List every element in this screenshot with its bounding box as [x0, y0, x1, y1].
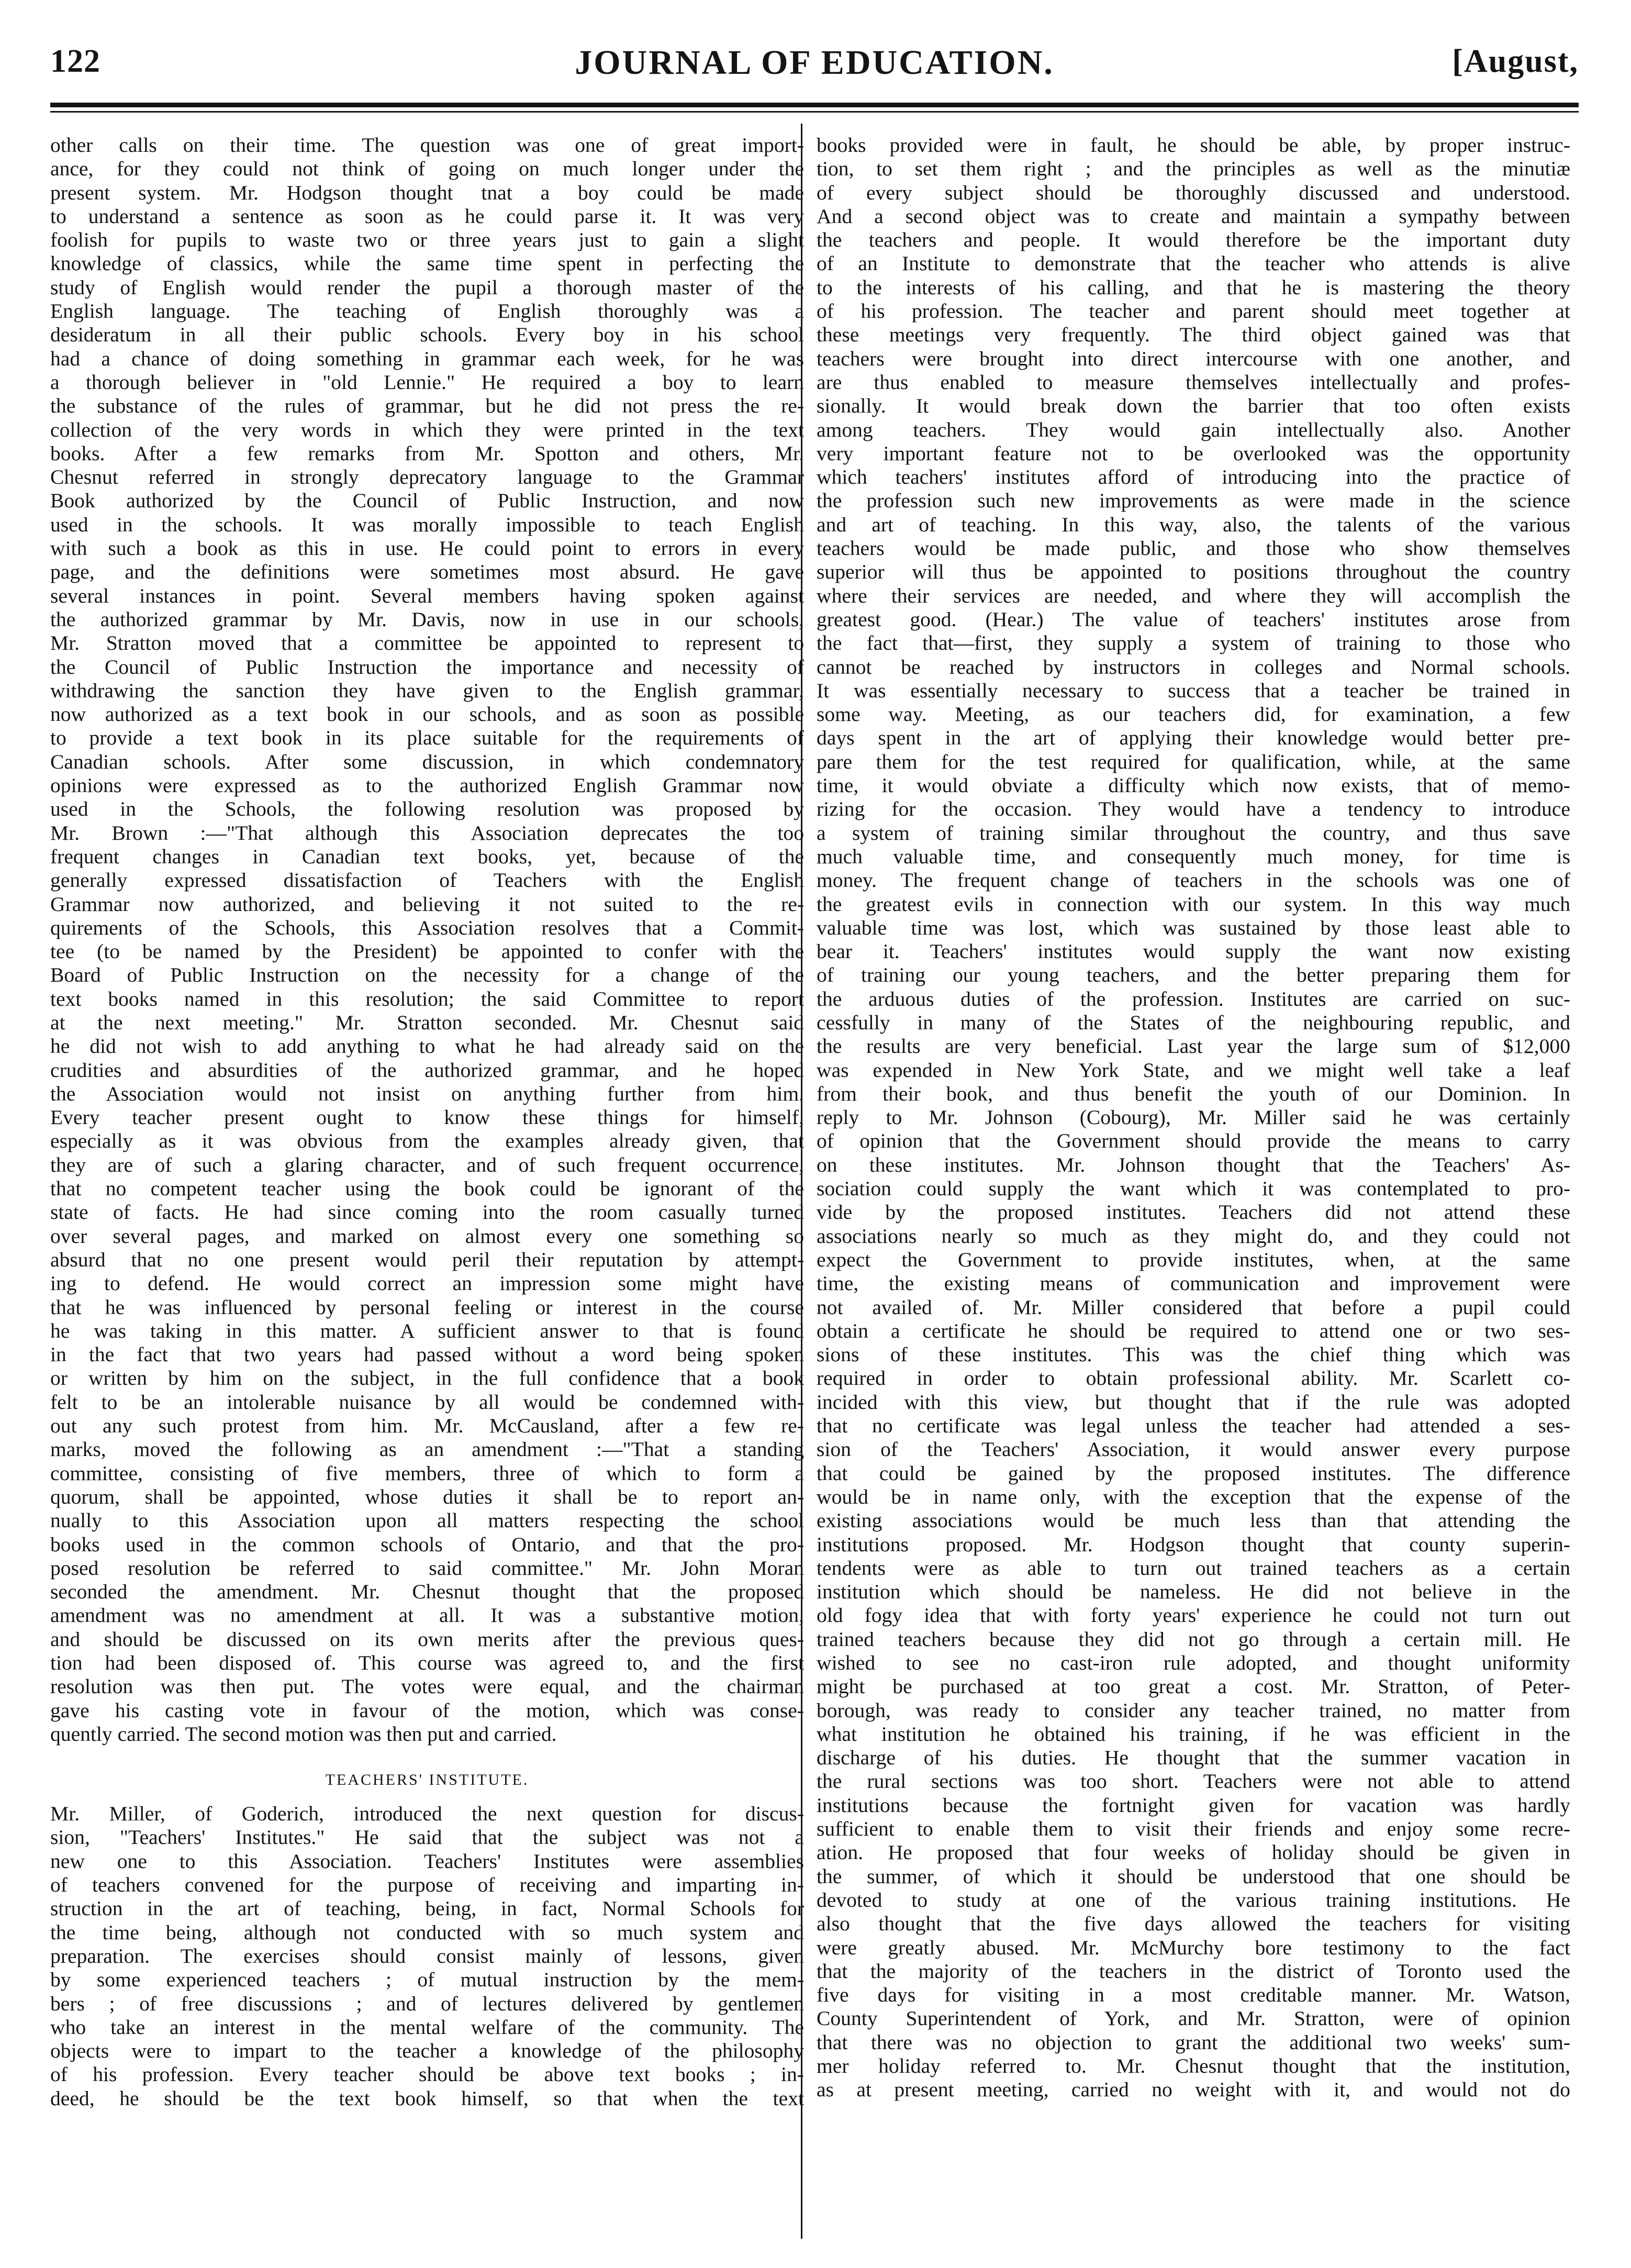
text-line: are thus enabled to measure themselves intellectually and profes- — [817, 370, 1570, 394]
text-line: Board of Public Instruction on the necessity for a change of the — [50, 963, 804, 987]
text-line: County Superintendent of York, and Mr. Stratton, were of opinion — [817, 2007, 1570, 2030]
text-line: Mr. Brown :—"That although this Association deprecates the too — [50, 821, 804, 844]
text-line: a thorough believer in "old Lennie." He required a boy to learn — [50, 370, 804, 394]
text-line: pare them for the test required for qualification, while, at the same — [817, 750, 1570, 773]
text-line: with such a book as this in use. He could point to errors in every — [50, 537, 804, 560]
text-line: the teachers and people. It would therefore be the important duty — [817, 228, 1570, 252]
left-column-text-2 — [50, 1802, 804, 2110]
text-line: where their services are needed, and where they will accomplish the — [817, 584, 1570, 607]
text-line: days spent in the art of applying their knowledge would better pre- — [817, 726, 1570, 750]
text-line: the Association would not insist on anything further from him. — [50, 1082, 804, 1105]
text-line: books. After a few remarks from Mr. Spotton and others, Mr. — [50, 441, 804, 465]
text-line: these meetings very frequently. The third object gained was that — [817, 323, 1570, 347]
text-line: amendment was no amendment at all. It was a substantive motion, — [50, 1604, 804, 1627]
text-line: old fogy idea that with forty years' experience he could not turn out — [817, 1604, 1570, 1627]
text-line: desideratum in all their public schools. Every boy in his school — [50, 323, 804, 347]
text-line: of teachers convened for the purpose of receiving and imparting in- — [50, 1873, 804, 1897]
text-line: cannot be reached by instructors in colleges and Normal schools. — [817, 655, 1570, 679]
text-line: as at present meeting, carried no weight with it, and would not do — [817, 2078, 1570, 2102]
text-line: sociation could supply the want which it was contemplated to pro- — [817, 1177, 1570, 1200]
text-line: marks, moved the following as an amendment :—"That a standing — [50, 1438, 804, 1461]
text-line: he did not wish to add anything to what he had already said on the — [50, 1035, 804, 1058]
header-rule-thick — [50, 103, 1579, 107]
text-line: much valuable time, and consequently much money, for time is — [817, 844, 1570, 868]
text-line: that could be gained by the proposed institutes. The difference — [817, 1461, 1570, 1485]
text-line: collection of the very words in which they were printed in the text — [50, 418, 804, 441]
issue-month: [August, — [1452, 43, 1579, 79]
text-line: of training our young teachers, and the better preparing them for — [817, 963, 1570, 987]
text-line: that there was no objection to grant the additional two weeks' sum- — [817, 2030, 1570, 2054]
text-line: that no competent teacher using the book could be ignorant of the — [50, 1177, 804, 1200]
text-line: quently carried. The second motion was then put and carried. — [50, 1722, 557, 1746]
header-rule-thin — [50, 111, 1579, 113]
text-line: crudities and absurdities of the authorized grammar, and he hoped — [50, 1058, 804, 1082]
text-line: books used in the common schools of Ontario, and that the pro- — [50, 1532, 804, 1556]
text-line: Grammar now authorized, and believing it not suited to the re- — [50, 892, 804, 916]
text-line: deed, he should be the text book himself, so that when the text — [50, 2086, 804, 2110]
text-line: required in order to obtain professional ability. Mr. Scarlett co- — [817, 1366, 1570, 1390]
text-line: at the next meeting." Mr. Stratton seconded. Mr. Chesnut said — [50, 1010, 804, 1034]
text-line: the arduous duties of the profession. Institutes are carried on suc- — [817, 987, 1570, 1010]
text-line: ation. He proposed that four weeks of holiday should be given in — [817, 1841, 1570, 1864]
text-line: cessfully in many of the States of the neighbouring republic, and — [817, 1010, 1570, 1034]
text-line: text books named in this resolution; the said Committee to report — [50, 987, 804, 1010]
text-line: sion of the Teachers' Association, it would answer every purpose — [817, 1438, 1570, 1461]
text-line: which teachers' institutes afford of introducing into the practice of — [817, 465, 1570, 489]
right-column-text — [817, 134, 1570, 2102]
text-line: were greatly abused. Mr. McMurchy bore testimony to the fact — [817, 1936, 1570, 1959]
text-line: existing associations would be much less than that attending the — [817, 1509, 1570, 1532]
text-line: also thought that the five days allowed the teachers for visiting — [817, 1912, 1570, 1936]
text-line: felt to be an intolerable nuisance by all would be condemned with- — [50, 1390, 804, 1414]
text-line: what institution he obtained his training, if he was efficient in the — [817, 1722, 1570, 1746]
text-line: ing to defend. He would correct an impression some might have — [50, 1272, 804, 1295]
text-line: teachers were brought into direct intercourse with one another, and — [817, 347, 1570, 370]
text-line: preparation. The exercises should consist mainly of lessons, given — [50, 1944, 804, 1967]
text-line: the time being, although not conducted with so much system and — [50, 1920, 804, 1944]
text-line: tion, to set them right ; and the principles as well as the minutiæ — [817, 157, 1570, 181]
text-line: expect the Government to provide institutes, when, at the same — [817, 1248, 1570, 1271]
text-line: mer holiday referred to. Mr. Chesnut thought that the institution, — [817, 2054, 1570, 2078]
text-line: books provided were in fault, he should be able, by proper instruc- — [817, 134, 1570, 157]
text-line: present system. Mr. Hodgson thought tnat a boy could be made — [50, 181, 804, 204]
text-line: quorum, shall be appointed, whose duties it shall be to report an- — [50, 1485, 804, 1508]
text-line: borough, was ready to consider any teacher trained, no matter from — [817, 1698, 1570, 1722]
text-line: bers ; of free discussions ; and of lectures delivered by gentlemen — [50, 1992, 804, 2015]
text-line: bear it. Teachers' institutes would supply the want now existing — [817, 940, 1570, 963]
text-line: vide by the proposed institutes. Teachers did not attend these — [817, 1200, 1570, 1224]
text-line: that no certificate was legal unless the teacher had attended a ses- — [817, 1414, 1570, 1438]
text-line: the fact that—first, they supply a system of training to those who — [817, 631, 1570, 655]
text-line: absurd that no one present would peril their reputation by attempt- — [50, 1248, 804, 1271]
text-line: tendents were as able to turn out trained teachers as a certain — [817, 1556, 1570, 1580]
text-line: to understand a sentence as soon as he could parse it. It was very — [50, 204, 804, 228]
text-line: tion had been disposed of. This course was agreed to, and the first — [50, 1651, 804, 1674]
text-line: to the interests of his calling, and that he is mastering the theory — [817, 275, 1570, 299]
text-line: to provide a text book in its place suitable for the requirements of — [50, 726, 804, 750]
text-line: five days for visiting in a most creditable manner. Mr. Watson, — [817, 1983, 1570, 2007]
text-line: time, the existing means of communication and improvement were — [817, 1272, 1570, 1295]
text-line: several instances in point. Several members having spoken against — [50, 584, 804, 607]
page-number: 122 — [50, 43, 100, 79]
text-line: by some experienced teachers ; of mutual instruction by the mem- — [50, 1968, 804, 1992]
text-line: other calls on their time. The question was one of great import- — [50, 134, 804, 157]
text-line: discharge of his duties. He thought that the summer vacation in — [817, 1746, 1570, 1770]
text-line: the profession such new improvements as were made in the science — [817, 489, 1570, 513]
text-line: very important feature not to be overlooked was the opportunity — [817, 441, 1570, 465]
text-line: the summer, of which it should be understood that one should be — [817, 1864, 1570, 1888]
text-line: wished to see no cast-iron rule adopted, and thought uniformity — [817, 1651, 1570, 1674]
text-line: greatest good. (Hear.) The value of teachers' institutes arose from — [817, 607, 1570, 631]
text-line: gave his casting vote in favour of the motion, which was conse- — [50, 1698, 804, 1722]
text-line: the results are very beneficial. Last year the large sum of $12,000 — [817, 1035, 1570, 1058]
text-line: the substance of the rules of grammar, but he did not press the re- — [50, 394, 804, 418]
text-line: in the fact that two years had passed without a word being spoken — [50, 1343, 804, 1366]
text-line: the greatest evils in connection with our system. In this way much — [817, 892, 1570, 916]
text-line: from their book, and thus benefit the youth of our Dominion. In — [817, 1082, 1570, 1105]
text-line: incided with this view, but thought that if the rule was adopted — [817, 1390, 1570, 1414]
text-line: sufficient to enable them to visit their friends and enjoy some recre- — [817, 1817, 1570, 1841]
text-line: institutions because the fortnight given for vacation was hardly — [817, 1793, 1570, 1817]
text-line: the rural sections was too short. Teachers were not able to attend — [817, 1770, 1570, 1793]
text-line: the authorized grammar by Mr. Davis, now in use in our schools, — [50, 607, 804, 631]
text-line: used in the Schools, the following resolution was proposed by — [50, 797, 804, 821]
text-line: sion, "Teachers' Institutes." He said that the subject was not a — [50, 1826, 804, 1849]
text-line: And a second object was to create and maintain a sympathy between — [817, 204, 1570, 228]
text-line: institutions proposed. Mr. Hodgson thought that county superin- — [817, 1532, 1570, 1556]
left-column — [50, 134, 804, 2222]
text-line: of every subject should be thoroughly discussed and understood. — [817, 181, 1570, 204]
right-column — [817, 134, 1570, 2222]
text-line: quirements of the Schools, this Association resolves that a Commit- — [50, 916, 804, 939]
text-line: objects were to impart to the teacher a knowledge of the philosophy — [50, 2039, 804, 2063]
text-line: reply to Mr. Johnson (Cobourg), Mr. Miller said he was certainly — [817, 1106, 1570, 1129]
text-line: would be in name only, with the exception that the expense of the — [817, 1485, 1570, 1508]
text-line: Every teacher present ought to know these things for himself, — [50, 1106, 804, 1129]
text-line: state of facts. He had since coming into the room casually turned — [50, 1200, 804, 1224]
text-line: who take an interest in the mental welfare of the community. The — [50, 2015, 804, 2039]
text-line: of his profession. The teacher and parent should meet together at — [817, 299, 1570, 323]
text-line: some way. Meeting, as our teachers did, for examination, a few — [817, 703, 1570, 726]
text-line: not availed of. Mr. Miller considered that before a pupil could — [817, 1295, 1570, 1319]
page-header — [50, 43, 1579, 106]
text-line: study of English would render the pupil a thorough master of the — [50, 275, 804, 299]
text-line: time, it would obviate a difficulty which now exists, that of memo- — [817, 774, 1570, 797]
text-line: English language. The teaching of English thoroughly was a — [50, 299, 804, 323]
text-line: and art of teaching. In this way, also, the talents of the various — [817, 513, 1570, 536]
text-line: Mr. Miller, of Goderich, introduced the next question for discus- — [50, 1802, 804, 1826]
text-line: tee (to be named by the President) be appointed to confer with the — [50, 940, 804, 963]
text-line: devoted to study at one of the various training institutions. He — [817, 1888, 1570, 1911]
text-line: might be purchased at too great a cost. Mr. Stratton, of Peter- — [817, 1675, 1570, 1698]
text-line: committee, consisting of five members, three of which to form a — [50, 1461, 804, 1485]
text-line: money. The frequent change of teachers in the schools was one of — [817, 869, 1570, 892]
text-line: the Council of Public Instruction the importance and necessity of — [50, 655, 804, 679]
text-line: Book authorized by the Council of Public Instruction, and now — [50, 489, 804, 513]
text-line: of opinion that the Government should provide the means to carry — [817, 1129, 1570, 1153]
text-line: Chesnut referred in strongly deprecatory language to the Grammar — [50, 465, 804, 489]
text-line: sionally. It would break down the barrier that too often exists — [817, 394, 1570, 418]
text-line: posed resolution be referred to said committee." Mr. John Moran — [50, 1556, 804, 1580]
text-line: was expended in New York State, and we might well take a leaf — [817, 1058, 1570, 1082]
text-line: they are of such a glaring character, and of such frequent occurrence, — [50, 1153, 804, 1176]
text-line: knowledge of classics, while the same time spent in perfecting the — [50, 252, 804, 275]
text-line: withdrawing the sanction they have given to the English grammar, — [50, 679, 804, 702]
text-line: that he was influenced by personal feeling or interest in the course — [50, 1295, 804, 1319]
text-line: new one to this Association. Teachers' Institutes were assemblies — [50, 1849, 804, 1873]
text-line: institution which should be nameless. He did not believe in the — [817, 1580, 1570, 1604]
text-line: of his profession. Every teacher should be above text books ; in- — [50, 2063, 804, 2086]
text-line: seconded the amendment. Mr. Chesnut thought that the proposed — [50, 1580, 804, 1604]
text-line: or written by him on the subject, in the full confidence that a book — [50, 1366, 804, 1390]
text-line: associations nearly so much as they might do, and they could not — [817, 1224, 1570, 1248]
section-heading: TEACHERS' INSTITUTE. — [325, 1771, 529, 1789]
left-column-text — [50, 134, 804, 1746]
text-line: frequent changes in Canadian text books, yet, because of the — [50, 844, 804, 868]
text-line: superior will thus be appointed to positions throughout the country — [817, 560, 1570, 584]
text-line: that the majority of the teachers in the district of Toronto used the — [817, 1959, 1570, 1983]
text-line: Canadian schools. After some discussion, in which condemnatory — [50, 750, 804, 773]
text-line: out any such protest from him. Mr. McCausland, after a few re- — [50, 1414, 804, 1438]
text-line: Mr. Stratton moved that a committee be appointed to represent to — [50, 631, 804, 655]
text-line: nually to this Association upon all matters respecting the school — [50, 1509, 804, 1532]
text-line: sions of these institutes. This was the chief thing which was — [817, 1343, 1570, 1366]
text-line: teachers would be made public, and those who show themselves — [817, 537, 1570, 560]
text-line: now authorized as a text book in our schools, and as soon as possible — [50, 703, 804, 726]
text-line: It was essentially necessary to success that a teacher be trained in — [817, 679, 1570, 702]
text-line: trained teachers because they did not go through a certain mill. He — [817, 1627, 1570, 1651]
text-line: obtain a certificate he should be required to attend one or two ses- — [817, 1319, 1570, 1342]
text-line: he was taking in this matter. A sufficient answer to that is found — [50, 1319, 804, 1342]
text-line: had a chance of doing something in grammar each week, for he was — [50, 347, 804, 370]
text-line: page, and the definitions were sometimes most absurd. He gave — [50, 560, 804, 584]
text-line: rizing for the occasion. They would have a tendency to introduce — [817, 797, 1570, 821]
text-line: used in the schools. It was morally impossible to teach English — [50, 513, 804, 536]
text-line: generally expressed dissatisfaction of Teachers with the English — [50, 869, 804, 892]
text-line: ance, for they could not think of going on much longer under the — [50, 157, 804, 181]
text-line: and should be discussed on its own merits after the previous ques- — [50, 1627, 804, 1651]
text-line: especially as it was obvious from the examples already given, that — [50, 1129, 804, 1153]
text-line: a system of training similar throughout the country, and thus save — [817, 821, 1570, 844]
text-line: opinions were expressed as to the authorized English Grammar now — [50, 774, 804, 797]
text-line: of an Institute to demonstrate that the teacher who attends is alive — [817, 252, 1570, 275]
text-line: valuable time was lost, which was sustained by those least able to — [817, 916, 1570, 939]
text-line: foolish for pupils to waste two or three years just to gain a slight — [50, 228, 804, 252]
text-line: struction in the art of teaching, being, in fact, Normal Schools for — [50, 1897, 804, 1920]
journal-title: JOURNAL OF EDUCATION. — [575, 43, 1054, 82]
text-line: among teachers. They would gain intellectually also. Another — [817, 418, 1570, 441]
text-line: on these institutes. Mr. Johnson thought that the Teachers' As- — [817, 1153, 1570, 1176]
text-line: resolution was then put. The votes were equal, and the chairman — [50, 1675, 804, 1698]
text-line: over several pages, and marked on almost every one something so — [50, 1224, 804, 1248]
